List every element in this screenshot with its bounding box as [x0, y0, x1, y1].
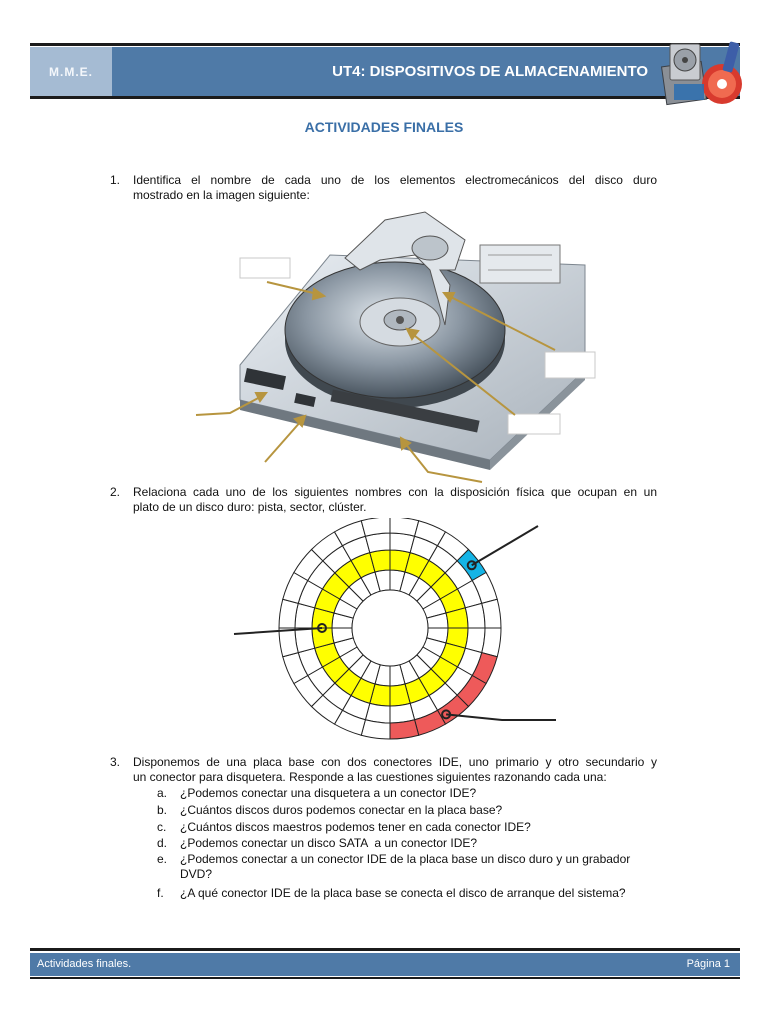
platter-sector-cell [482, 599, 501, 628]
platter-sector-cell [365, 533, 390, 553]
footer-bottom-rule [30, 977, 740, 979]
sub-question-text: ¿A qué conector IDE de la placa base se conecta el disco de arranque del sistema? [180, 886, 626, 900]
header-top-rule [30, 43, 740, 46]
answer-box [240, 258, 290, 278]
footer-top-rule [30, 948, 740, 951]
platter-sector-cell [390, 518, 419, 536]
footer-page-number: Página 1 [686, 958, 730, 970]
question-number: 3. [110, 755, 121, 769]
sub-question-text-cont: DVD? [180, 867, 213, 881]
sector-pointer [472, 526, 538, 565]
question-number: 1. [110, 173, 121, 187]
cluster-highlight-cell [390, 720, 419, 739]
hdd-connector-block [480, 245, 560, 283]
platter-layout-diagram [220, 518, 560, 740]
platter-sector-cell [279, 628, 298, 657]
sub-question-e [157, 852, 660, 882]
sub-question-letter: b. [157, 803, 168, 817]
platter-sector-cell [361, 720, 390, 739]
arrow-line [265, 420, 302, 462]
sub-question-d [157, 836, 660, 851]
sub-question-text: ¿Cuántos discos maestros podemos tener en cada conector IDE? [180, 820, 531, 834]
hdd-actuator-pivot [412, 236, 448, 260]
sub-question-text: ¿Podemos conectar a un conector IDE de la placa base un disco duro y un grabador [180, 852, 631, 866]
sub-question-letter: a. [157, 786, 168, 800]
platter-sector-cell [295, 628, 315, 653]
page-title: ACTIVIDADES FINALES [304, 119, 464, 135]
question-line: un conector para disquetera. Responde a las cuestiones siguientes razonando cada una: [133, 770, 607, 784]
cluster-pointer [446, 714, 556, 720]
header-bottom-rule [30, 96, 740, 99]
question-number: 2. [110, 485, 121, 499]
sub-question-f [157, 886, 670, 901]
answer-box [508, 414, 560, 434]
question-line: Identifica el nombre de cada uno de los elementos electromecánicos del disco duro [133, 173, 657, 187]
sub-question-c [157, 820, 660, 835]
sub-question-b [157, 803, 660, 818]
hard-drive-logo-icon [660, 38, 744, 108]
sub-question-text: ¿Podemos conectar un disco SATA a un conector IDE? [180, 836, 478, 850]
sub-question-text: ¿Cuántos discos duros podemos conectar en la placa base? [180, 803, 503, 817]
sub-question-letter: c. [157, 820, 167, 834]
sub-question-letter: f. [157, 886, 164, 900]
question-3 [110, 755, 657, 785]
question-1 [110, 173, 657, 203]
question-line: Disponemos de una placa base con dos conectores IDE, uno primario y otro secundario y [133, 755, 657, 769]
question-line: plato de un disco duro: pista, sector, clúster. [133, 500, 367, 514]
sub-question-letter: e. [157, 852, 168, 866]
platter-sector-cell [465, 603, 485, 628]
sub-question-letter: d. [157, 836, 168, 850]
question-line: mostrado en la imagen siguiente: [133, 188, 310, 202]
platter-sector-cell [279, 599, 298, 628]
platter-sector-cell [482, 628, 501, 657]
sub-question-text: ¿Podemos conectar una disquetera a un conector IDE? [180, 786, 477, 800]
sub-question-a [157, 786, 660, 801]
header-course-label: M.M.E. [30, 47, 112, 96]
header-unit-title: UT4: DISPOSITIVOS DE ALMACENAMIENTO [112, 47, 740, 96]
platter-sector-cell [390, 703, 415, 723]
answer-box [545, 352, 595, 378]
footer-bar [30, 953, 740, 976]
question-line: Relaciona cada uno de los siguientes nombres con la disposición física que ocupan en un [133, 485, 657, 499]
question-2 [110, 485, 657, 515]
platter-sector-cell [361, 518, 390, 536]
footer-left-text: Actividades finales. [37, 958, 132, 970]
platter-hub [352, 590, 428, 666]
hard-drive-diagram [190, 200, 610, 490]
